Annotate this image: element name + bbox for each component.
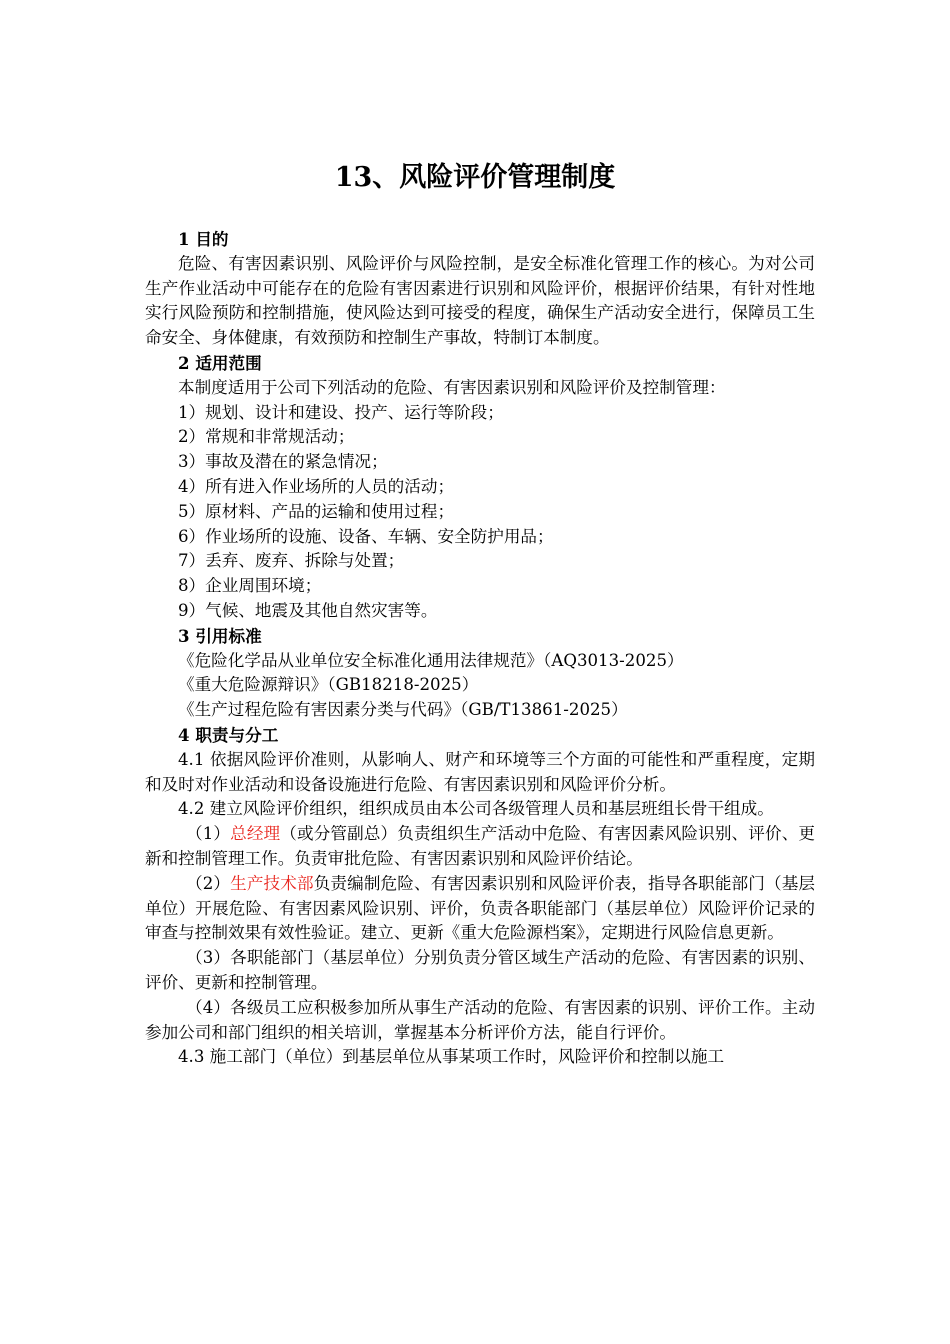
responsibility-general-manager — [145, 822, 815, 872]
clause-4-2: 4.2 建立风险评价组织，组织成员由本公司各级管理人员和基层班组长骨干组成。 — [178, 799, 774, 819]
reference-item: 《危险化学品从业单位安全标准化通用法律规范》（AQ3013-2025） — [178, 650, 684, 670]
responsibility-production-tech-dept — [145, 872, 815, 946]
purpose-paragraph: 危险、有害因素识别、风险评价与风险控制，是安全标准化管理工作的核心。为对公司生产作业活动中可能存在的危险有害因素进行识别和风险评价，根据评价结果，有针对性地实行风险预防和控制措施，使风险达到可接受的程度，确保生产活动安全进行，保障员工生命安全、身体健康，有效预防和控制生产事故，特制订本制度。 — [145, 253, 815, 348]
reference-item: 《重大危险源辩识》（GB18218-2025） — [178, 675, 479, 695]
reference-item: 《生产过程危险有害因素分类与代码》（GB/T13861-2025） — [178, 700, 628, 720]
responsibility-employees: （4）各级员工应积极参加所从事生产活动的危险、有害因素的识别、评价工作。主动参加公司和部门组织的相关培训，掌握基本分析评价方法，能自行评价。 — [145, 997, 815, 1042]
section-heading-purpose: 1 目的 — [178, 229, 229, 249]
clause-4-1: 4.1 依据风险评价准则，从影响人、财产和环境等三个方面的可能性和严重程度，定期和及时对作业活动和设备设施进行危险、有害因素识别和风险评价分析。 — [145, 749, 815, 794]
scope-item: 6）作业场所的设施、设备、车辆、安全防护用品； — [178, 526, 554, 546]
document-body — [145, 227, 815, 1070]
scope-item: 3）事故及潜在的紧急情况； — [178, 452, 388, 472]
section-heading-references: 3 引用标准 — [178, 625, 262, 646]
document-title: 13、风险评价管理制度 — [334, 162, 616, 193]
scope-item: 1）规划、设计和建设、投产、运行等阶段； — [178, 402, 504, 422]
scope-item: 2）常规和非常规活动； — [178, 427, 355, 447]
highlight-production-tech-dept: 生产技术部 — [230, 873, 314, 893]
scope-item: 5）原材料、产品的运输和使用过程； — [178, 501, 455, 521]
scope-item: 4）所有进入作业场所的人员的活动； — [178, 476, 455, 496]
scope-item: 7）丢弃、废弃、拆除与处置； — [178, 551, 405, 571]
scope-intro: 本制度适用于公司下列活动的危险、有害因素识别和风险评价及控制管理： — [178, 377, 726, 397]
section-heading-scope: 2 适用范围 — [178, 352, 262, 373]
item-number: （2） — [186, 873, 231, 893]
section-heading-responsibilities: 4 职责与分工 — [178, 724, 279, 745]
highlight-general-manager: 总经理 — [230, 824, 281, 844]
item-number: （1） — [186, 824, 231, 844]
scope-item: 8）企业周围环境； — [178, 576, 322, 596]
scope-item: 9）气候、地震及其他自然灾害等。 — [178, 600, 438, 620]
responsibility-functional-depts: （3）各职能部门（基层单位）分别负责分管区域生产活动的危险、有害因素的识别、评价、更新和控制管理。 — [145, 948, 815, 992]
responsibility-text: （或分管副总）负责组织生产活动中危险、有害因素风险识别、评价、更新和控制管理工作。负责审批危险、有害因素识别和风险评价结论。 — [145, 824, 816, 868]
responsibility-text: 负责编制危险、有害因素识别和风险评价表，指导各职能部门（基层单位）开展危险、有害因素风险识别、评价，负责各职能部门（基层单位）风险评价记录的审查与控制效果有效性验证。建立、更新《重大危险源档案》，定期进行风险信息更新。 — [145, 873, 816, 943]
clause-4-3: 4.3 施工部门（单位）到基层单位从事某项工作时，风险评价和控制以施工 — [178, 1047, 725, 1067]
